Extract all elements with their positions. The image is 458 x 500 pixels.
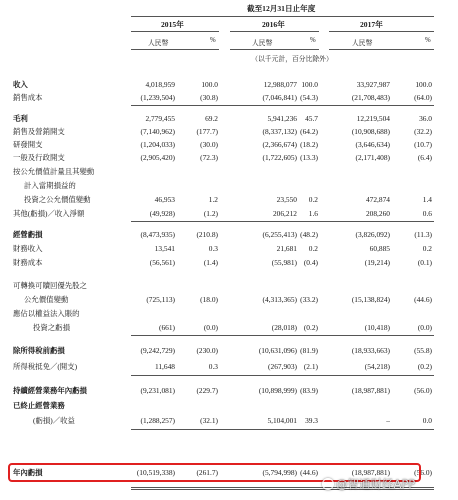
cell-2015-percent: 69.2	[205, 114, 218, 123]
cell-2015-percent: 0.3	[208, 362, 218, 371]
cell-2016-amount: (5,794,998)	[262, 468, 297, 477]
table-row	[0, 415, 458, 426]
cell-2016-amount: 21,681	[276, 244, 297, 253]
subtotal-rule	[131, 375, 434, 376]
table-row	[0, 152, 458, 163]
cell-2017-amount: (2,171,408)	[355, 153, 390, 162]
subtotal-rule	[131, 335, 434, 336]
cell-2016-amount: 23,550	[276, 195, 297, 204]
period-underline	[131, 16, 434, 17]
table-row	[0, 308, 458, 319]
cell-2016-percent: (54.3)	[300, 93, 318, 102]
year-2015: 2015年	[161, 20, 184, 29]
cell-2017-amount: 60,885	[369, 244, 390, 253]
table-row	[0, 385, 458, 396]
cell-2015-percent: (177.7)	[196, 127, 218, 136]
currency-label-2017: 人民幣	[352, 40, 373, 47]
row-label: 所得稅抵免／(開支)	[13, 362, 78, 371]
table-row	[0, 113, 458, 124]
cell-2015-amount: (9,242,729)	[140, 346, 175, 355]
row-label: 投資之虧損	[33, 323, 70, 332]
cell-2017-amount: (10,908,688)	[351, 127, 390, 136]
row-label: 按公允價值計量且其變動	[13, 167, 95, 176]
cell-2016-percent: (33.2)	[300, 295, 318, 304]
cell-2016-amount: (10,898,999)	[258, 386, 297, 395]
table-row	[0, 400, 458, 411]
cell-2017-amount: –	[386, 416, 390, 425]
cell-2017-amount: (15,138,824)	[351, 295, 390, 304]
cell-2016-percent: (44.6)	[300, 468, 318, 477]
cell-2017-percent: (11.3)	[414, 230, 432, 239]
cell-2017-percent: (56.0)	[414, 386, 432, 395]
cell-2017-percent: (10.7)	[414, 140, 432, 149]
cell-2017-percent: (6.4)	[417, 153, 432, 162]
cell-2016-amount: (7,046,841)	[262, 93, 297, 102]
cell-2015-amount: 2,779,455	[145, 114, 175, 123]
cell-2015-percent: 100.0	[201, 80, 218, 89]
cell-2015-percent: 0.3	[208, 244, 218, 253]
row-label: 銷售成本	[13, 93, 43, 102]
cell-2016-amount: (2,366,674)	[262, 140, 297, 149]
row-label: 年內虧損	[13, 468, 43, 477]
cell-2017-percent: 36.0	[419, 114, 432, 123]
cell-2016-amount: (1,722,605)	[262, 153, 297, 162]
cell-2017-percent: 0.0	[422, 416, 432, 425]
cell-2017-amount: (19,214)	[364, 258, 390, 267]
subheader-underline-c	[329, 49, 434, 50]
cell-2016-percent: (0.2)	[303, 323, 318, 332]
cell-2016-amount: (8,337,132)	[262, 127, 297, 136]
row-label: 財務收入	[13, 244, 43, 253]
row-label: 計入當期損益的	[24, 181, 76, 190]
percent-label-2017: %	[425, 37, 431, 44]
cell-2016-percent: 39.3	[305, 416, 318, 425]
table-row	[0, 322, 458, 333]
table-row	[0, 79, 458, 90]
year-underline-2015	[131, 31, 219, 32]
row-label: 毛利	[13, 114, 28, 123]
cell-2015-amount: 13,541	[154, 244, 175, 253]
cell-2015-amount: (661)	[158, 323, 175, 332]
year-underline-2016	[230, 31, 319, 32]
year-2016: 2016年	[262, 20, 285, 29]
cell-2017-amount: (21,708,483)	[351, 93, 390, 102]
table-row	[0, 126, 458, 137]
percent-label-2015: %	[210, 37, 216, 44]
cell-2015-amount: (2,905,420)	[140, 153, 175, 162]
cell-2017-percent: (0.2)	[417, 362, 432, 371]
cell-2015-percent: (1.2)	[203, 209, 218, 218]
cell-2015-percent: (30.8)	[200, 93, 218, 102]
cell-2017-amount: 472,874	[365, 195, 390, 204]
row-label: 投資之公允價值變動	[24, 195, 91, 204]
cell-2017-percent: 100.0	[415, 80, 432, 89]
cell-2017-amount: (18,987,881)	[351, 468, 390, 477]
watermark	[322, 476, 415, 492]
table-row	[0, 345, 458, 356]
table-row	[0, 361, 458, 372]
cell-2016-percent: (48.2)	[300, 230, 318, 239]
row-label: (虧損)／收益	[33, 416, 75, 425]
year-underline-2017	[329, 31, 434, 32]
cell-2015-percent: (30.0)	[200, 140, 218, 149]
cell-2015-percent: (0.0)	[203, 323, 218, 332]
cell-2017-percent: 1.4	[422, 195, 432, 204]
cell-2016-amount: (10,631,096)	[258, 346, 297, 355]
cell-2016-amount: 5,104,001	[267, 416, 297, 425]
cell-2017-percent: (0.1)	[417, 258, 432, 267]
table-row	[0, 294, 458, 305]
cell-2015-amount: (1,239,504)	[140, 93, 175, 102]
row-label: 已終止經營業務	[13, 401, 65, 410]
subtotal-rule	[131, 105, 434, 106]
cell-2017-percent: 0.2	[422, 244, 432, 253]
cell-2016-amount: (267,903)	[268, 362, 297, 371]
table-row	[0, 280, 458, 291]
cell-2015-amount: (1,288,257)	[140, 416, 175, 425]
cell-2015-amount: (8,473,935)	[140, 230, 175, 239]
cell-2016-percent: (13.3)	[300, 153, 318, 162]
row-label: 銷售及營銷開支	[13, 127, 65, 136]
currency-label-2016: 人民幣	[252, 40, 273, 47]
cell-2015-amount: (10,519,338)	[136, 468, 175, 477]
table-row	[0, 229, 458, 240]
cell-2015-amount: (56,561)	[149, 258, 175, 267]
cell-2016-percent: (2.1)	[303, 362, 318, 371]
cell-2016-percent: (0.4)	[303, 258, 318, 267]
cell-2016-percent: (81.9)	[300, 346, 318, 355]
cell-2016-percent: (64.2)	[300, 127, 318, 136]
cell-2015-percent: (1.4)	[203, 258, 218, 267]
table-row	[0, 92, 458, 103]
cell-2015-amount: (1,204,033)	[140, 140, 175, 149]
cell-2016-percent: 0.2	[308, 195, 318, 204]
row-label: 財務成本	[13, 258, 43, 267]
table-row	[0, 208, 458, 219]
row-label: 其他(虧損)／收入淨額	[13, 209, 85, 218]
table-row	[0, 194, 458, 205]
cell-2016-amount: 12,988,077	[263, 80, 297, 89]
cell-2016-percent: 100.0	[301, 80, 318, 89]
subtotal-rule	[131, 221, 434, 222]
cell-2016-amount: (4,313,365)	[262, 295, 297, 304]
cell-2016-percent: (18.2)	[300, 140, 318, 149]
cell-2015-percent: (32.1)	[200, 416, 218, 425]
watermark-text: @智通财经APP	[336, 477, 416, 491]
cell-2015-percent: (210.8)	[196, 230, 218, 239]
cell-2016-percent: 45.7	[305, 114, 318, 123]
row-label: 收入	[13, 80, 28, 89]
year-2017: 2017年	[360, 20, 383, 29]
row-label: 應佔以權益法入賬的	[13, 309, 80, 318]
subheader-underline-b	[230, 49, 319, 50]
watermark-logo-icon	[322, 478, 334, 490]
table-row	[0, 166, 458, 177]
cell-2017-percent: 0.6	[422, 209, 432, 218]
period-heading: 截至12月31日止年度	[247, 4, 316, 13]
cell-2015-percent: (230.0)	[196, 346, 218, 355]
row-label: 一般及行政開支	[13, 153, 65, 162]
cell-2015-percent: (261.7)	[196, 468, 218, 477]
table-row	[0, 257, 458, 268]
row-label: 研發開支	[13, 140, 43, 149]
unit-note: （以千元計，百分比除外）	[251, 56, 333, 63]
cell-2016-amount: (6,255,413)	[262, 230, 297, 239]
cell-2015-amount: 4,018,959	[145, 80, 175, 89]
cell-2016-amount: 5,941,236	[267, 114, 297, 123]
cell-2015-amount: 46,953	[154, 195, 175, 204]
cell-2015-amount: (7,140,962)	[140, 127, 175, 136]
cell-2017-amount: (3,826,092)	[355, 230, 390, 239]
percent-label-2016: %	[310, 37, 316, 44]
table-row	[0, 139, 458, 150]
row-label: 持續經營業務年內虧損	[13, 386, 87, 395]
cell-2016-amount: 206,212	[272, 209, 297, 218]
cell-2015-percent: (18.0)	[200, 295, 218, 304]
currency-label-2015: 人民幣	[148, 40, 169, 47]
cell-2017-amount: (54,218)	[364, 362, 390, 371]
cell-2017-amount: (18,987,881)	[351, 386, 390, 395]
subtotal-rule	[131, 429, 434, 430]
cell-2017-percent: (0.0)	[417, 323, 432, 332]
table-row	[0, 243, 458, 254]
row-label: 除所得稅前虧損	[13, 346, 65, 355]
cell-2017-percent: (32.2)	[414, 127, 432, 136]
cell-2016-amount: (55,981)	[271, 258, 297, 267]
cell-2017-percent: (55.8)	[414, 346, 432, 355]
cell-2015-amount: (725,113)	[146, 295, 175, 304]
cell-2017-percent: (56.0)	[414, 468, 432, 477]
cell-2016-percent: (83.9)	[300, 386, 318, 395]
cell-2017-amount: (10,418)	[364, 323, 390, 332]
cell-2015-amount: (9,231,081)	[140, 386, 175, 395]
cell-2017-percent: (44.6)	[414, 295, 432, 304]
cell-2016-percent: 1.6	[308, 209, 318, 218]
cell-2017-amount: (3,646,634)	[355, 140, 390, 149]
cell-2015-percent: (72.3)	[200, 153, 218, 162]
cell-2017-percent: (64.0)	[414, 93, 432, 102]
cell-2015-amount: (49,928)	[149, 209, 175, 218]
subheader-underline-a	[131, 49, 219, 50]
table-row	[0, 180, 458, 191]
row-label: 公允價值變動	[24, 295, 69, 304]
cell-2015-percent: 1.2	[208, 195, 218, 204]
row-label: 經營虧損	[13, 230, 43, 239]
cell-2017-amount: 33,927,987	[356, 80, 390, 89]
cell-2016-percent: 0.2	[308, 244, 318, 253]
cell-2015-amount: 11,648	[154, 362, 175, 371]
cell-2016-amount: (28,018)	[271, 323, 297, 332]
cell-2017-amount: (18,933,663)	[351, 346, 390, 355]
cell-2017-amount: 12,219,504	[356, 114, 390, 123]
row-label: 可轉換可贖回優先股之	[13, 281, 87, 290]
cell-2015-percent: (229.7)	[196, 386, 218, 395]
cell-2017-amount: 208,260	[365, 209, 390, 218]
